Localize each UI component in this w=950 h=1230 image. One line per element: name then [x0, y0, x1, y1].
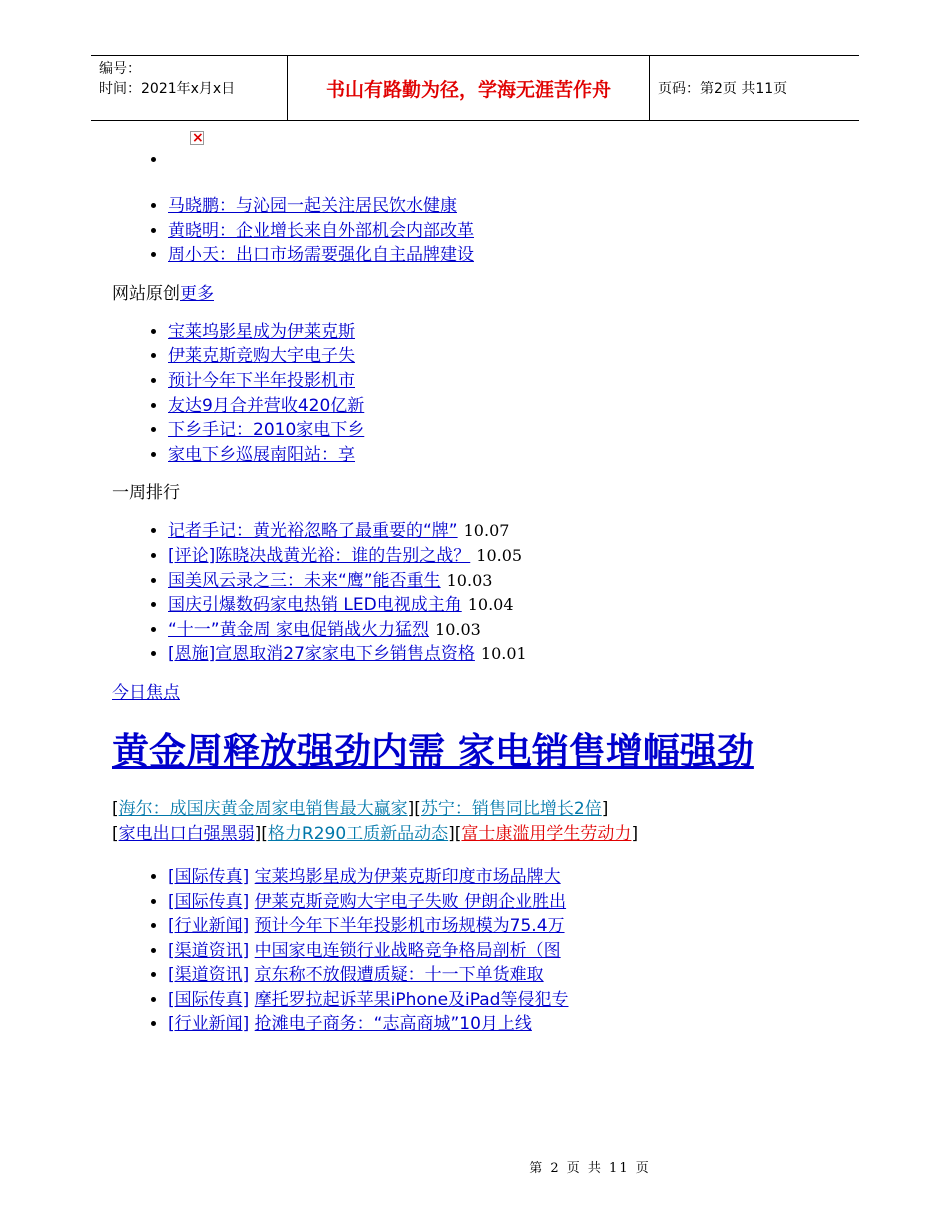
weekly-date-1: 10.07	[463, 521, 510, 541]
news-link[interactable]: 摩托罗拉起诉苹果iPhone及iPad等侵犯专	[254, 989, 569, 1010]
weekly-section-title: 一周排行	[112, 483, 180, 504]
related-line-1: [海尔：成国庆黄金周家电销售最大赢家][苏宁：销售同比增长2倍]	[112, 798, 609, 819]
page-footer	[0, 1157, 950, 1176]
related-link-foxconn[interactable]: 富士康滥用学生劳动力	[461, 823, 632, 844]
weekly-date-6: 10.01	[480, 644, 527, 664]
news-item	[168, 963, 872, 988]
top-link-3[interactable]: 周小天：出口市场需要强化自主品牌建设	[168, 245, 474, 266]
news-item	[168, 865, 872, 890]
headline	[112, 727, 872, 777]
list-item	[168, 443, 872, 468]
weekly-date-4: 10.04	[467, 595, 514, 615]
related-links	[112, 797, 872, 847]
list-item	[168, 219, 872, 244]
weekly-link-4[interactable]: 国庆引爆数码家电热销 LED电视成主角	[168, 595, 462, 616]
original-link-6[interactable]: 家电下乡巡展南阳站：享	[168, 444, 355, 465]
image-list-item	[168, 150, 872, 170]
header-motto: 书山有路勤为径，学海无涯苦作舟	[287, 56, 650, 120]
related-link-haier[interactable]: 海尔：成国庆黄金周家电销售最大赢家	[118, 798, 408, 819]
news-category[interactable]: [行业新闻]	[168, 916, 250, 937]
image-list	[112, 150, 872, 170]
weekly-date-2: 10.05	[476, 545, 523, 565]
news-link[interactable]: 预计今年下半年投影机市场规模为75.4万	[254, 916, 565, 937]
list-item	[168, 569, 872, 594]
list-item	[168, 593, 872, 618]
header-page-info: 页码：第2页 共11页	[658, 81, 788, 97]
related-link-export[interactable]: 家电出口白强黑弱	[118, 823, 255, 844]
original-title: 网站原创	[112, 283, 180, 304]
header-meta	[91, 56, 287, 120]
list-item	[168, 519, 872, 544]
list-item	[168, 369, 872, 394]
time-label: 时间：2021年x月x日	[99, 81, 236, 97]
original-link-5[interactable]: 下乡手记：2010家电下乡	[168, 420, 365, 441]
page-content	[112, 146, 872, 1037]
news-list	[112, 865, 872, 1037]
weekly-date-5: 10.03	[435, 619, 481, 639]
original-list	[112, 320, 872, 468]
news-item	[168, 914, 872, 939]
related-line-2: [家电出口白强黑弱][格力R290工质新品动态][富士康滥用学生劳动力]	[112, 823, 639, 844]
weekly-link-2[interactable]: [评论]陈晓决战黄光裕：谁的告别之战？	[168, 545, 471, 566]
weekly-link-5[interactable]: “十一”黄金周 家电促销战火力猛烈	[168, 619, 430, 640]
list-item	[168, 320, 872, 345]
top-link-1[interactable]: 马晓鹏：与沁园一起关注居民饮水健康	[168, 196, 457, 216]
list-item	[168, 194, 872, 219]
news-category[interactable]: [国际传真]	[168, 989, 250, 1010]
weekly-link-1[interactable]: 记者手记：黄光裕忽略了最重要的“牌”	[168, 521, 458, 542]
number-label: 编号：	[99, 61, 141, 77]
news-item	[168, 988, 872, 1013]
news-category[interactable]: [渠道资讯]	[168, 965, 250, 986]
original-section-title	[112, 282, 872, 306]
news-category[interactable]: [渠道资讯]	[168, 940, 250, 961]
weekly-link-3[interactable]: 国美风云录之三：未来“鹰”能否重生	[168, 570, 441, 591]
focus-section-title	[112, 681, 872, 705]
news-category[interactable]: [国际传真]	[168, 891, 250, 912]
list-item	[168, 642, 872, 667]
news-link[interactable]: 抢滩电子商务：“志高商城”10月上线	[254, 1014, 532, 1035]
news-item	[168, 939, 872, 964]
related-link-suning[interactable]: 苏宁：销售同比增长2倍	[420, 798, 602, 819]
weekly-list	[112, 519, 872, 667]
document-header	[91, 55, 859, 121]
focus-title-link[interactable]: 今日焦点	[112, 682, 180, 703]
related-link-gree[interactable]: 格力R290工质新品动态	[267, 823, 449, 844]
list-item	[168, 618, 872, 643]
top-links-list	[112, 194, 872, 268]
news-item	[168, 890, 872, 915]
list-item	[168, 394, 872, 419]
original-link-3[interactable]: 预计今年下半年投影机市	[168, 370, 355, 391]
broken-image-icon	[190, 131, 204, 145]
original-link-2[interactable]: 伊莱克斯竞购大宇电子失	[168, 346, 355, 367]
news-category[interactable]: [国际传真]	[168, 866, 250, 887]
weekly-link-6[interactable]: [恩施]宣恩取消27家家电下乡销售点资格	[168, 644, 475, 665]
news-link[interactable]: 伊莱克斯竞购大宇电子失败 伊朗企业胜出	[254, 891, 567, 912]
list-item	[168, 243, 872, 268]
top-link-2[interactable]: 黄晓明：企业增长来自外部机会内部改革	[168, 220, 474, 241]
list-item	[168, 544, 872, 569]
more-link[interactable]: 更多	[180, 283, 214, 304]
footer-page-number: 第 2 页 共 11 页	[529, 1161, 651, 1176]
news-link[interactable]: 京东称不放假遭质疑：十一下单货难取	[254, 965, 544, 986]
news-link[interactable]: 宝莱坞影星成为伊莱克斯印度市场品牌大	[254, 866, 561, 887]
headline-link[interactable]: 黄金周释放强劲内需 家电销售增幅强劲	[112, 729, 754, 773]
original-link-1[interactable]: 宝莱坞影星成为伊莱克斯	[168, 321, 355, 342]
list-item	[168, 418, 872, 443]
news-link[interactable]: 中国家电连锁行业战略竞争格局剖析（图	[254, 940, 561, 961]
weekly-date-3: 10.03	[446, 570, 493, 590]
news-item	[168, 1012, 872, 1037]
original-link-4[interactable]: 友达9月合并营收420亿新	[168, 395, 365, 416]
news-category[interactable]: [行业新闻]	[168, 1014, 250, 1035]
list-item	[168, 344, 872, 369]
